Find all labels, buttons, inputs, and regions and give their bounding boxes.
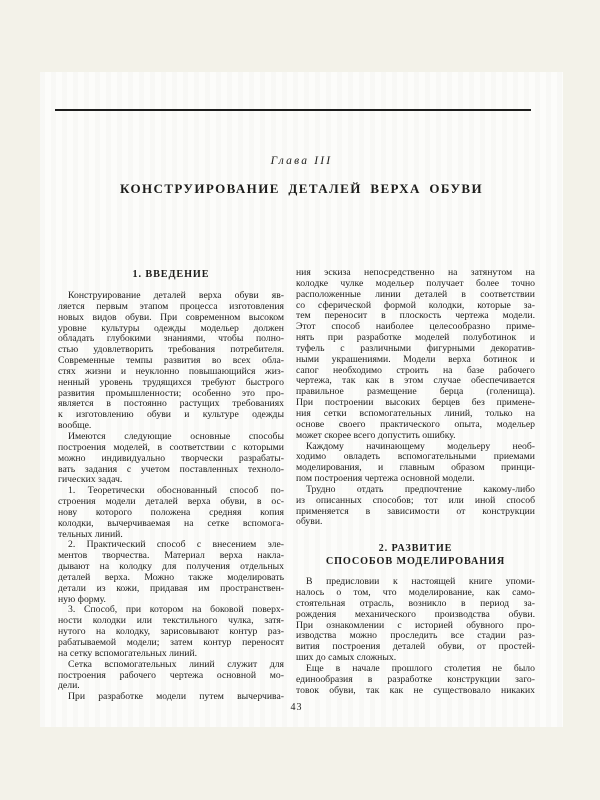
text-line: ния сетки вспомогательных линий, только на bbox=[296, 408, 535, 419]
text-line: моделирования, и главным образом принци- bbox=[296, 463, 535, 474]
paragraph bbox=[296, 485, 535, 528]
text-line: Современные темпы развития во всех обла- bbox=[58, 356, 284, 367]
text-line: детали из кожи, придавая им пространствен- bbox=[58, 583, 284, 594]
text-line: Трудно отдать предпочтение какому-либо bbox=[306, 484, 535, 495]
paragraph bbox=[58, 291, 284, 432]
text-line: строения модели деталей верха обуви, в ос- bbox=[58, 497, 284, 508]
text-line: вать задания с учетом поставленных техноло- bbox=[58, 464, 284, 475]
text-line: рабатываемой модели; затем контур переносят bbox=[58, 638, 284, 648]
text-line: дывают на колодку для получения отдельных bbox=[58, 562, 284, 573]
paragraph bbox=[58, 486, 284, 540]
text-line: Конструирование деталей верха обуви яв- bbox=[68, 291, 284, 301]
text-line: туфель с различными фигурными декоратив- bbox=[296, 343, 535, 354]
text-line: вообще. bbox=[58, 421, 92, 432]
text-line: Еще в начале прошлого столетия не было bbox=[306, 664, 535, 674]
text-line: Этот способ наиболее целесообразно приме- bbox=[296, 322, 535, 333]
text-line: 3. Способ, при котором на боковой поверх- bbox=[68, 605, 284, 616]
paragraph bbox=[296, 577, 535, 664]
column-right bbox=[296, 268, 535, 703]
text-line: стях жизни и неуклонно повышающийся жиз- bbox=[58, 366, 284, 377]
text-line: построения моделей, в соответствии с которыми bbox=[58, 442, 284, 453]
text-line: ности колодки или текстильного чулка, затя- bbox=[58, 616, 284, 627]
text-line: ляется первым этапом процесса изготовления bbox=[58, 301, 284, 312]
text-line: деталей верха. Можно также моделировать bbox=[58, 572, 284, 583]
paragraph bbox=[58, 660, 284, 693]
text-line: тем переносит в плоскость чертежа модели. bbox=[296, 311, 535, 322]
text-line: При построении высоких берцев без примене- bbox=[296, 398, 535, 409]
text-line: развития промышленности; особенно это про- bbox=[58, 388, 284, 399]
text-line: изводства можно проследить все стадии раз- bbox=[296, 631, 535, 642]
paragraph bbox=[296, 268, 535, 442]
text-line: стью удовлетворить требования потребителя. bbox=[58, 345, 284, 356]
text-line: к изготовлению обуви и культуре одежды bbox=[58, 410, 284, 421]
text-line: При разработке модели путем вычерчива- bbox=[68, 692, 284, 703]
text-line: уровне культуры одежды модельер должен bbox=[58, 323, 284, 334]
text-line: Имеются следующие основные способы bbox=[68, 431, 284, 442]
text-line: со сферической формой колодки, которые за- bbox=[296, 300, 535, 311]
chapter-label: Глава III bbox=[270, 155, 333, 167]
text-line: вития построения деталей обуви, от простей- bbox=[296, 642, 535, 653]
text-line: В предисловии к настоящей книге упоми- bbox=[306, 577, 535, 588]
text-line: единообразия в разработке конструкции заго- bbox=[296, 674, 535, 685]
text-line: ния эскиза непосредственно на затянутом на bbox=[296, 268, 535, 278]
book-page bbox=[40, 72, 563, 727]
text-line: колодки, вычерчиваемая на сетке вспомога- bbox=[58, 518, 284, 529]
section-heading-line: 2. РАЗВИТИЕ bbox=[378, 543, 453, 555]
text-line: 1. Теоретически обоснованный способ по- bbox=[68, 486, 284, 497]
header-rule bbox=[55, 109, 531, 111]
text-line: ную форму. bbox=[58, 594, 106, 605]
page-title: КОНСТРУИРОВАНИЕ ДЕТАЛЕЙ ВЕРХА ОБУВИ bbox=[120, 181, 483, 196]
paragraph bbox=[58, 540, 284, 605]
paragraph bbox=[296, 442, 535, 485]
text-line: гических задач. bbox=[58, 475, 123, 486]
text-line: ментов творчества. Материал верха накла- bbox=[58, 551, 284, 562]
text-line: тельных линий. bbox=[58, 529, 123, 540]
column-left bbox=[58, 268, 284, 703]
text-line: ших до самых сложных. bbox=[296, 653, 397, 664]
text-line: Каждому начинающему модельеру необ- bbox=[306, 441, 535, 452]
text-line: Сетка вспомогательных линий служит для bbox=[68, 659, 284, 670]
text-line: колодке чулке модельер получает более точно bbox=[296, 278, 535, 289]
page-number: 43 bbox=[290, 702, 303, 713]
text-line: расположенные линии деталей в соответствии bbox=[296, 289, 535, 300]
text-line: 2. Практический способ с внесением эле- bbox=[68, 540, 284, 551]
text-line: из описанных способов; тот или иной способ bbox=[296, 495, 535, 506]
text-line: можно индивидуально творчески разрабаты- bbox=[58, 453, 284, 464]
text-line: рождения механического производства обуви. bbox=[296, 609, 535, 620]
text-line: основе своего практического опыта, модельер bbox=[296, 419, 535, 430]
text-line: ненный уровень трудящихся требуют быстрого bbox=[58, 377, 284, 388]
text-line: пом построения чертежа основной модели. bbox=[296, 474, 475, 485]
text-line: При ознакомлении с историей обувного про- bbox=[296, 620, 535, 631]
text-line: нутого на колодку, зарисовывают контур раз- bbox=[58, 627, 284, 638]
section-heading bbox=[296, 542, 535, 568]
text-line: построения рабочего чертежа основной мо- bbox=[58, 670, 284, 681]
text-line: товок обуви, так как не существовало никаких bbox=[296, 685, 535, 696]
text-line: стоятельная отрасль, возникло в период за- bbox=[296, 598, 535, 609]
text-line: нять при разработке моделей полуботинок и bbox=[296, 333, 535, 344]
text-line: применяется в зависимости от конструкции bbox=[296, 506, 535, 517]
text-line: дели. bbox=[58, 681, 80, 692]
paragraph bbox=[58, 605, 284, 659]
text-line: новых видов обуви. При современном высоком bbox=[58, 312, 284, 323]
text-line: обуви. bbox=[296, 517, 323, 528]
text-line: чертежа, так как в этом случае обеспечивается bbox=[296, 376, 535, 387]
text-line: является в постоянно растущих требованиях bbox=[58, 399, 284, 410]
text-line: ходимо овладеть вспомогательными приемами bbox=[296, 452, 535, 463]
section-heading bbox=[58, 268, 284, 281]
text-line: обладать глубокими знаниями, чтобы полно- bbox=[58, 334, 284, 345]
text-line: может скорее всего допустить ошибку. bbox=[296, 430, 456, 441]
text-line: нову которого положена средняя копия bbox=[58, 507, 284, 518]
section-heading-line: СПОСОБОВ МОДЕЛИРОВАНИЯ bbox=[325, 556, 506, 568]
paragraph bbox=[58, 432, 284, 486]
text-line: на сетку вспомогательных линий. bbox=[58, 648, 198, 659]
text-line: сапог необходимо строить на базе рабочего bbox=[296, 365, 535, 376]
text-line: налось о том, что моделирование, как само- bbox=[296, 588, 535, 599]
text-line: правильное размещение берца (голенища). bbox=[296, 387, 535, 398]
paragraph bbox=[296, 664, 535, 697]
section-heading-line: 1. ВВЕДЕНИЕ bbox=[132, 269, 210, 280]
text-line: ными украшениями. Модели верха ботинок и bbox=[296, 354, 535, 365]
text-columns bbox=[58, 268, 535, 703]
